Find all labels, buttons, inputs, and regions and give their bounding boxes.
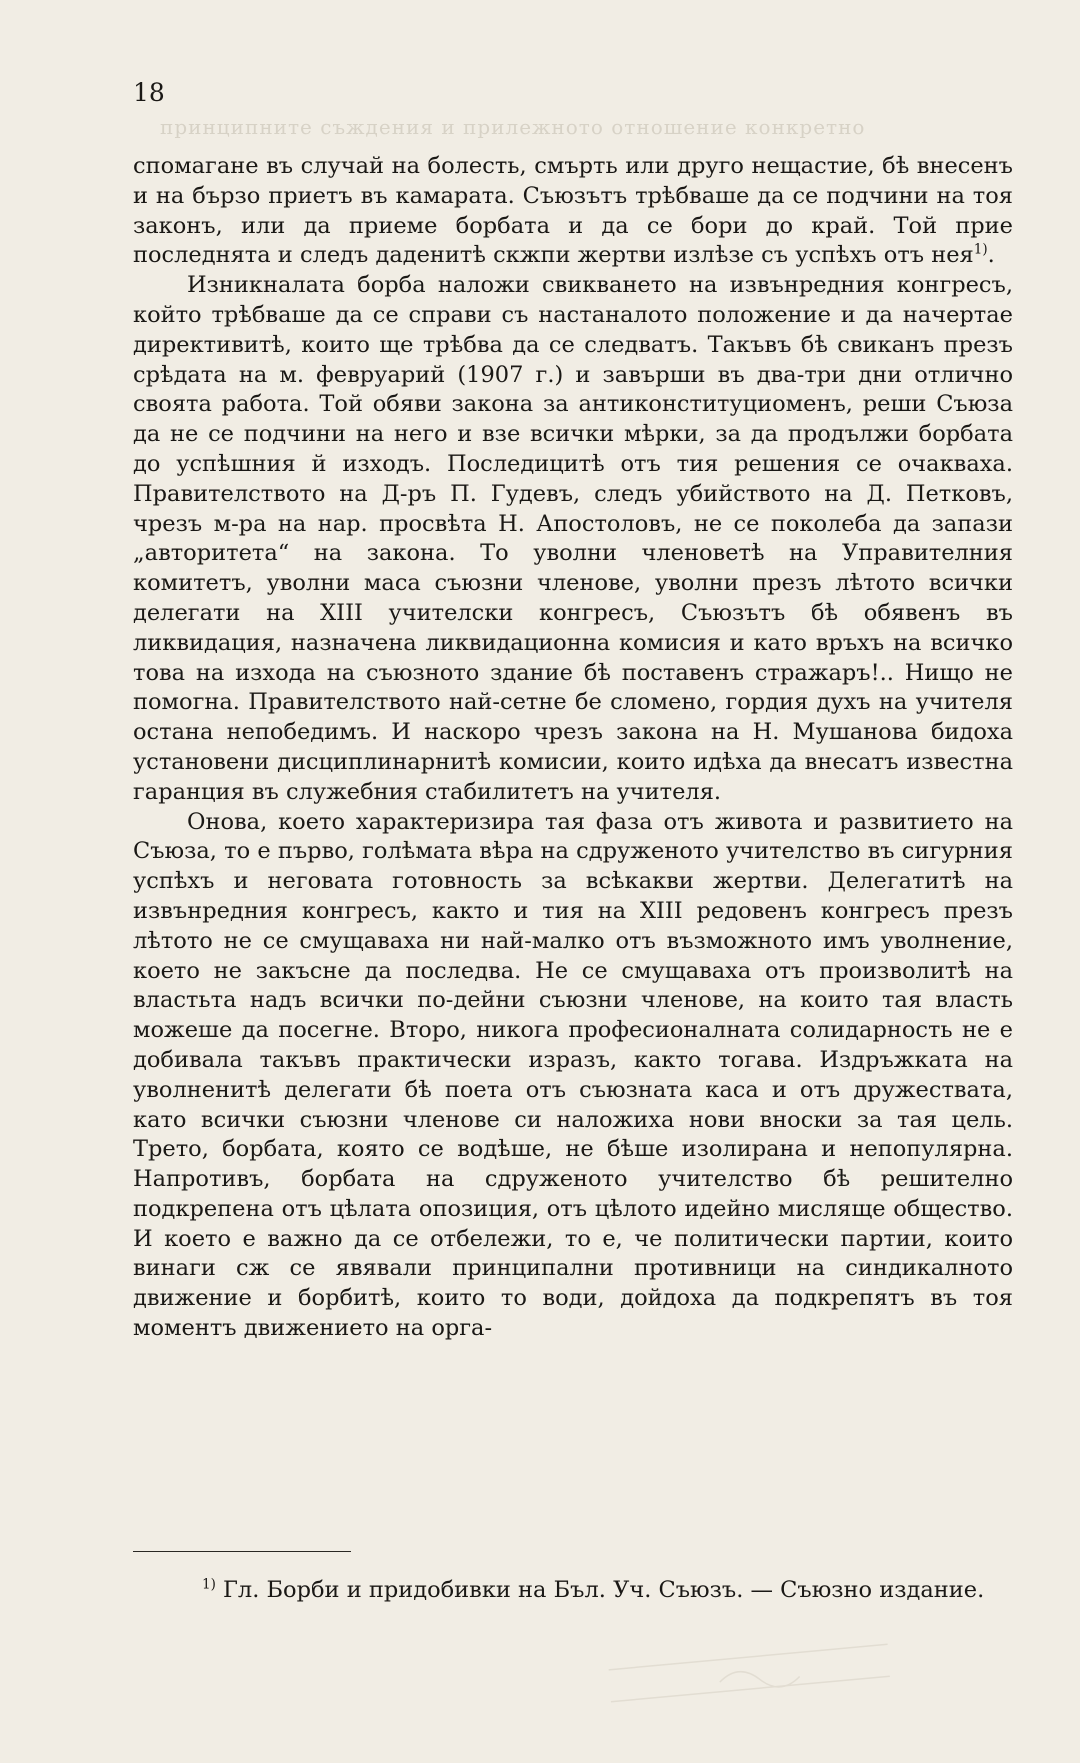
bleed-through-text: принципните съждения и прилежното отношение конкретно bbox=[160, 115, 866, 139]
footnote-marker: 1) bbox=[202, 1576, 216, 1593]
footnote-reference: 1) bbox=[973, 241, 988, 258]
footnote-text: Гл. Борби и придобивки на Бъл. Уч. Съюзъ. — Съюзно издание. bbox=[223, 1577, 985, 1603]
stamp-graphic bbox=[597, 1630, 902, 1731]
library-stamp-bleed-through bbox=[597, 1630, 902, 1738]
paragraph-1-text: спомагане въ случай на болесть, смърть или друго нещастие, бѣ внесенъ и на бързо приетъ въ камарата. Съюзътъ трѣбваше да се подчини на тоя законъ, или да приеме борбата и да се бори до край. Той прие последнята и следъ даденитѣ скжпи жертви излѣзе съ успѣхъ отъ нея bbox=[133, 153, 1013, 269]
paragraph-3: Онова, което характеризира тая фаза отъ живота и развитието на Съюза, то е първо, голѣмата вѣра на сдруженото учителство въ сигурния успѣхъ и неговата готовность за всѣкакви жертви. Делегатитѣ на извънредния конгресъ, както и тия на XIII редовенъ конгресъ презъ лѣтото не се смущаваха ни най-малко отъ възможното имъ уволнение, което не закъсне да последва. Не се смущаваха отъ произволитѣ на властьта надъ всички по-дейни съюзни членове, на които тая власть можеше да посегне. Второ, никога професионалната солидарность не е добивала такъвъ практически изразъ, както тогава. Издръжката на уволненитѣ делегати бѣ поета отъ съюзната каса и отъ дружествата, като всички съюзни членове си наложиха нови вноски за тая цель. Трето, борбата, която се водѣше, не бѣше изолирана и непопулярна. Напротивъ, борбата на сдруженото учителство бѣ решително подкрепена отъ цѣлата опозиция, отъ цѣлото идейно мислящe общество. И което е важно да се отбележи, то е, че политически партии, които винаги сж се явявали принципални противници на синдикалното движение и борбитѣ, които то води, дойдоха да подкрепятъ въ тоя моментъ движението на орга- bbox=[133, 808, 1013, 1342]
paragraph-2: Изникналата борба наложи свикването на извънредния конгресъ, който трѣбваше да се справи съ настаналото положение и да начертае директивитѣ, които ще трѣбва да се следватъ. Такъвъ бѣ свиканъ презъ срѣдата на м. февруарий (1907 г.) и завърши въ два-три дни отлично своята работа. Той обяви закона за антиконституциоменъ, реши Съюза да не се подчини на него и взе всички мѣрки, за да продължи борбата до успѣшния й изходъ. Последицитѣ отъ тия решения се очакваха. Правителството на Д-ръ П. Гудевъ, следъ убийството на Д. Петковъ, чрезъ м-ра на нар. просвѣта Н. Апостоловъ, не се поколеба да запази „авторитета“ на закона. То уволни членоветѣ на Управителния комитетъ, уволни маса съюзни членове, уволни презъ лѣтото всички делегати на XIII учителски конгресъ, Съюзътъ бѣ обявенъ въ ликвидация, назначена ликвидационна комисия и като връхъ на всичко това на изхода на съюзното здание бѣ поставенъ стражаръ!.. Нищо не помогна. Правителството най-сетне бе сломено, гордия духъ на учителя остана непобедимъ. И наскоро чрезъ закона на Н. Мушанова бидоха установени дисциплинарнитѣ комисии, които идѣха да внесатъ известна гаранция въ служебния стабилитетъ на учителя. bbox=[133, 272, 1013, 805]
body-text bbox=[133, 152, 1013, 1344]
footnote-line bbox=[133, 1576, 1013, 1606]
footnote-divider bbox=[133, 1551, 351, 1552]
paragraph-1 bbox=[133, 152, 1013, 271]
page-number: 18 bbox=[133, 78, 165, 107]
paragraph-1-end: . bbox=[987, 242, 995, 269]
footnote bbox=[133, 1576, 1013, 1606]
